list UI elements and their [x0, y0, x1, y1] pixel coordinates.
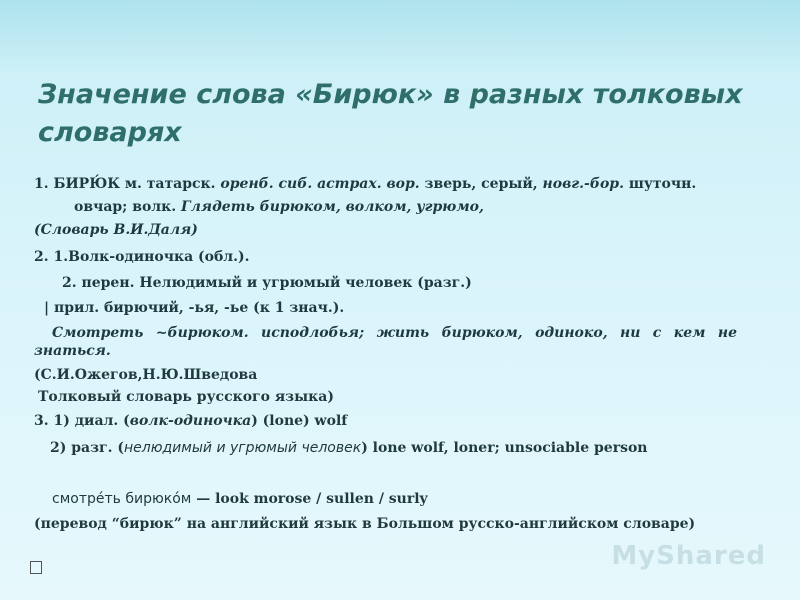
usage-label: шуточн.: [628, 176, 697, 192]
definition-text-2: овчар; волк.: [74, 199, 177, 215]
dahl-source: (Словарь В.И.Даля): [34, 222, 198, 238]
idiom-russian: смотре́ть бирюко́м: [52, 491, 192, 507]
translation-def-2: [50, 438, 647, 458]
translation-text-1: ) (lone) wolf: [251, 413, 348, 429]
dahl-entry-line-1: [34, 174, 696, 194]
logo-text: MyShared: [611, 541, 766, 571]
ozhegov-source-authors: (С.И.Ожегов,Н.Ю.Шведова: [34, 367, 258, 383]
ozhegov-adjective: | прил. бирючий, -ья, -ье (к 1 знач.).: [44, 300, 345, 316]
translation-source: (перевод “бирюк” на английский язык в Большом русско-английском словаре): [34, 516, 696, 532]
ozhegov-example-end: знаться.: [34, 343, 111, 359]
entry-headword: 1. БИРЮ́К м. татарск.: [34, 176, 216, 192]
region-labels: оренб. сиб. астрах. вор.: [220, 176, 420, 192]
translation-num-2: 2) разг. (: [50, 440, 124, 456]
placeholder-glyph-icon: [30, 561, 42, 574]
translation-def-1: [34, 411, 347, 431]
presentation-icon: [606, 540, 607, 572]
idiom-english: — look morose / sullen / surly: [191, 491, 428, 507]
translation-gloss-1: волк-одиночка: [129, 413, 252, 429]
definition-text: зверь, серый,: [424, 176, 538, 192]
ozhegov-source-title: Толковый словарь русского языка): [38, 389, 334, 405]
ozhegov-def-1: 2. 1.Волк-одиночка (обл.).: [34, 249, 250, 265]
region-label-2: новг.-бор.: [542, 176, 624, 192]
translation-gloss-2: нелюдимый и угрюмый человек: [124, 440, 362, 456]
usage-example: Глядеть бирюком, волком, угрюмо,: [181, 199, 484, 215]
ozhegov-def-2: 2. перен. Нелюдимый и угрюмый человек (разг.): [62, 275, 472, 291]
watermark-logo: [606, 538, 766, 574]
page-title: Значение слова «Бирюк» в разных толковых словарях: [38, 79, 743, 148]
translation-text-2: ) lone wolf, loner; unsociable person: [361, 440, 648, 456]
dahl-entry-line-2: [74, 197, 484, 217]
translation-num-1: 3. 1) диал. (: [34, 413, 130, 429]
ozhegov-example: Смотреть ~бирюком. исподлобья; жить бирюком, одиноко, ни с кем не: [52, 325, 737, 341]
translation-idiom: [52, 489, 428, 509]
top-decoration: [0, 0, 800, 70]
